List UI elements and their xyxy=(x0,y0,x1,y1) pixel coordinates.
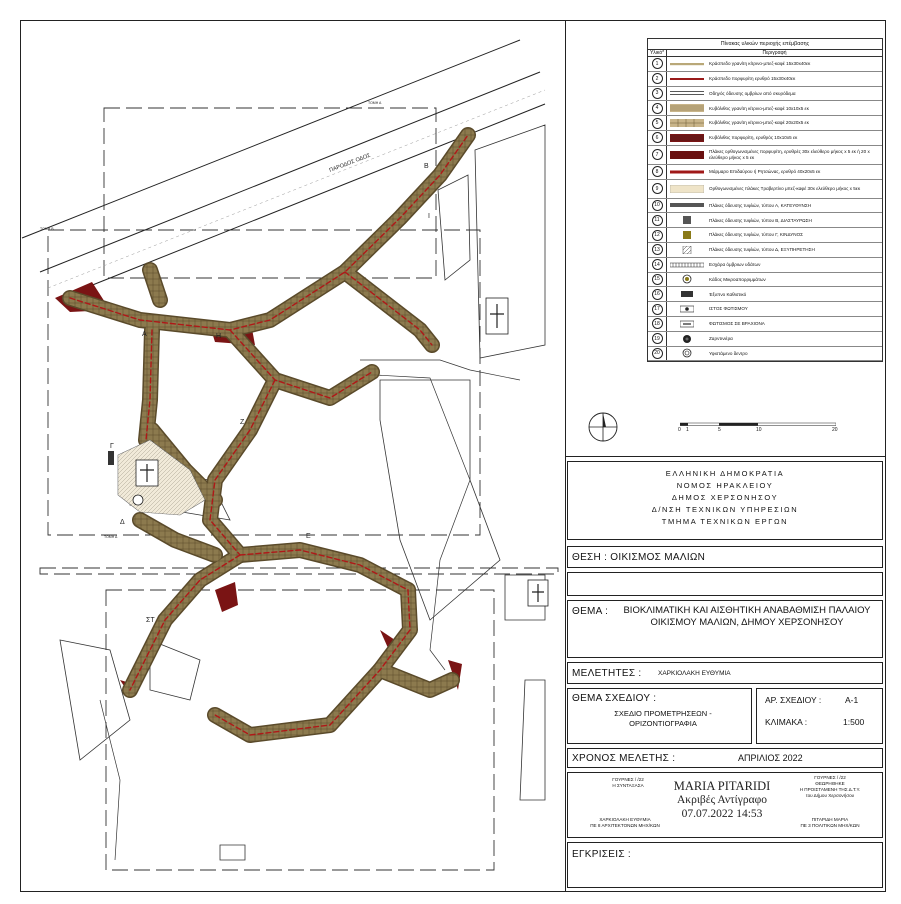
legend-number-circle: 12 xyxy=(652,230,663,241)
paved-streets xyxy=(70,135,468,735)
legend-number xyxy=(648,347,667,361)
tree-icon xyxy=(667,347,707,361)
sig-right-role2: Η ΠΡΟΙΣΤΑΜΕΝΗ ΤΗΣ Δ.Τ.Υ. xyxy=(799,787,861,792)
blank-box xyxy=(567,572,883,596)
legend-number xyxy=(648,302,667,316)
point-label-st: ΣΤ xyxy=(146,617,155,624)
legend-row xyxy=(648,199,882,214)
square-gray-icon xyxy=(667,213,707,227)
study-date-label: ΧΡΟΝΟΣ ΜΕΛΕΤΗΣ : xyxy=(572,753,676,764)
drawing-number-box xyxy=(756,688,883,744)
authority-heading xyxy=(567,461,883,540)
legend-row xyxy=(648,116,882,131)
legend-number xyxy=(648,213,667,227)
legend-description: Κυβόλιθος γρανίτη κίτρινο-μπεζ-καφέ 20x20x5 εκ xyxy=(709,120,809,126)
study-date-value: ΑΠΡΙΛΙΟΣ 2022 xyxy=(738,753,803,763)
arm-light-icon xyxy=(667,317,707,331)
legend-row xyxy=(648,243,882,258)
study-date-box xyxy=(567,748,883,768)
divider xyxy=(565,456,886,457)
point-label-e: Ε xyxy=(306,533,311,540)
legend-col-material: Υλικό* xyxy=(648,50,667,56)
scale-tick-5: 5 xyxy=(718,427,721,433)
square-olive-icon xyxy=(667,228,707,242)
drawing-subject-text: ΣΧΕΔΙΟ ΠΡΟΜΕΤΡΗΣΕΩΝ - ΟΡΙΖΟΝΤΙΟΓΡΑΦΙΑ xyxy=(614,709,712,728)
church-plaza xyxy=(108,440,205,515)
legend-description: Πλάκες όδευσης τυφλών, τύπου Β, ΔΙΑΣΤΑΥΡΩΣΗ xyxy=(709,217,812,223)
legend-description: Ορθογωνισμένες πλάκες Τραβερτίνο μπεζ-καφέ 30x ελεύθερο μήκος x 5εκ xyxy=(709,185,861,191)
legend-number xyxy=(648,72,667,86)
legend-description: Κυβόλιθος πορφυρίτη, ερυθρός 10x10x5 εκ xyxy=(709,135,798,141)
legend-number xyxy=(648,317,667,331)
approvals-label: ΕΓΚΡΙΣΕΙΣ : xyxy=(572,849,631,860)
legend-row xyxy=(648,347,882,362)
street-name-label: ΠΑΡΟΔΟΣ ΟΔΟΣ xyxy=(328,152,372,174)
legend-number-circle: 18 xyxy=(652,318,663,329)
cross-symbols xyxy=(486,298,548,606)
legend-number xyxy=(648,243,667,257)
scale-tick-20: 20 xyxy=(832,427,838,433)
legend-number xyxy=(648,87,667,101)
scale-tick-0: 0 xyxy=(678,427,681,433)
hatch-tan-large-icon xyxy=(667,116,707,130)
sig-right-date: ΓΟΥΡΝΕΣ / /22 xyxy=(814,775,846,780)
location-box xyxy=(567,546,883,568)
legend-description: Κάδος Μικροαπορριμμάτων xyxy=(709,276,766,282)
legend-description: Πλάκες όδευσης τυφλών, τύπου Α, ΚΑΤΕΥΘΥΝΣΗ xyxy=(709,202,812,208)
legend-number-circle: 3 xyxy=(652,88,663,99)
legend-number xyxy=(648,180,667,198)
designers-box xyxy=(567,662,883,684)
legend-col-description: Περιγραφή xyxy=(762,50,787,56)
planter-icon xyxy=(667,332,707,346)
legend-description: Ζαρντινιέρα xyxy=(709,335,733,341)
materials-legend xyxy=(647,38,883,362)
location-text: ΘΕΣΗ : ΟΙΚΙΣΜΟΣ ΜΑΛΙΩΝ xyxy=(572,552,706,563)
hatch-tan-icon xyxy=(667,101,707,115)
scale-tick-1: 1 xyxy=(686,427,689,433)
legend-number xyxy=(648,165,667,179)
main-road xyxy=(22,40,545,298)
legend-description: Οδηγός όδευσης ομβρίων από σκυρόδεμα xyxy=(709,90,796,96)
legend-number xyxy=(648,258,667,272)
scale-value: 1:500 xyxy=(843,717,865,727)
heading-line-3: ΔΗΜΟΣ ΧΕΡΣΟΝΗΣΟΥ xyxy=(671,493,779,502)
legend-row xyxy=(648,131,882,146)
bench-icon xyxy=(667,287,707,301)
legend-number xyxy=(648,199,667,213)
subject-box xyxy=(567,600,883,658)
legend-number-circle: 20 xyxy=(652,348,663,359)
legend-description: Εσχάρα όμβριων υδάτων xyxy=(709,261,761,267)
legend-number-circle: 2 xyxy=(652,73,663,84)
legend-number xyxy=(648,273,667,287)
legend-title: Πίνακας υλικών περιοχής επέμβασης xyxy=(648,39,882,50)
legend-number-circle: 16 xyxy=(652,289,663,300)
legend-number xyxy=(648,57,667,71)
legend-number xyxy=(648,228,667,242)
legend-description: Κυβόλιθος γρανίτη κίτρινο-μπεζ-καφέ 10x10x5 εκ xyxy=(709,105,809,111)
legend-number-circle: 7 xyxy=(652,149,663,160)
legend-number-circle: 10 xyxy=(652,200,663,211)
sig-left-title: ΠΕ 8 ΑΡΧΙΤΕΚΤΟΝΩΝ ΜΗΧ/ΚΩΝ xyxy=(590,823,660,828)
drawing-number-label: ΑΡ. ΣΧΕΔΙΟΥ : xyxy=(765,695,822,705)
legend-row xyxy=(648,287,882,302)
drawing-subject-box xyxy=(567,688,752,744)
legend-number-circle: 1 xyxy=(652,58,663,69)
line-thick-red-icon xyxy=(667,165,707,179)
line-tan-icon xyxy=(667,57,707,71)
sig-right-title: ΠΕ 3 ΠΟΛΙΤΙΚΩΝ ΜΗΧ/ΚΩΝ xyxy=(800,823,860,828)
point-label-i: Ι xyxy=(428,213,430,220)
hatch-red-icon xyxy=(667,131,707,145)
approvals-box xyxy=(567,842,883,888)
legend-number xyxy=(648,131,667,145)
north-arrow-icon xyxy=(586,410,620,444)
legend-number xyxy=(648,101,667,115)
digital-signature-stamp xyxy=(657,779,787,821)
point-label-b: Β xyxy=(424,163,429,170)
legend-row xyxy=(648,101,882,116)
legend-row xyxy=(648,273,882,288)
scale-ticks xyxy=(676,427,844,435)
pole-icon xyxy=(667,302,707,316)
legend-header xyxy=(648,50,882,57)
legend-description: Έξυπνο Καθιστικό xyxy=(709,291,747,297)
legend-row xyxy=(648,258,882,273)
line-red-icon xyxy=(667,72,707,86)
designers-label: ΜΕΛΕΤΗΤΕΣ : xyxy=(572,668,642,679)
stamp-datetime: 07.07.2022 14:53 xyxy=(681,808,763,820)
legend-description: Πλάκες ορθογωνισμένες πορφυρίτη, ερυθρές 30x ελεύθερο μήκος x 5 εκ ή 20 x ελεύθερο μήκος x 5 εκ xyxy=(709,149,870,160)
site-plan-map xyxy=(20,20,565,892)
legend-row xyxy=(648,165,882,180)
sig-left-name: ΧΑΡΚΙΟΛΑΚΗ ΕΥΘΥΜΙΑ xyxy=(599,817,651,822)
legend-number xyxy=(648,332,667,346)
point-label-z: Ζ xyxy=(240,419,245,426)
legend-row xyxy=(648,228,882,243)
fill-darkred-icon xyxy=(667,146,707,164)
stamp-text: Ακριβές Αντίγραφο xyxy=(676,794,767,806)
legend-description: Πλάκες όδευσης τυφλών, τύπου Δ, ΕΞΥΠΗΡΕΤΗΣΗ xyxy=(709,247,815,253)
section-label-b: ΤΟΜΗ Β xyxy=(40,227,54,231)
designers-name: ΧΑΡΚΙΟΛΑΚΗ ΕΥΘΥΜΙΑ xyxy=(658,670,731,677)
legend-row xyxy=(648,72,882,87)
legend-number-circle: 13 xyxy=(652,244,663,255)
subject-label: ΘΕΜΑ : xyxy=(572,606,609,617)
bar-gray-icon xyxy=(667,199,707,213)
drawing-number-value: Α-1 xyxy=(845,695,859,705)
legend-number-circle: 6 xyxy=(652,132,663,143)
legend-row xyxy=(648,146,882,165)
scale-tick-10: 10 xyxy=(756,427,762,433)
section-label-d: ΤΟΜΗ Δ xyxy=(104,535,118,539)
legend-number-circle: 8 xyxy=(652,166,663,177)
sig-left-date: ΓΟΥΡΝΕΣ / /22 xyxy=(612,777,644,782)
legend-number-circle: 5 xyxy=(652,118,663,129)
sig-right-name: ΠΙΤΑΡΙΔΗ ΜΑΡΙΑ xyxy=(811,817,849,822)
heading-line-1: ΕΛΛΗΝΙΚΗ ΔΗΜΟΚΡΑΤΙΑ xyxy=(665,469,785,478)
legend-number-circle: 4 xyxy=(652,103,663,114)
legend-row xyxy=(648,87,882,102)
point-label-a: Α xyxy=(142,331,147,338)
legend-number xyxy=(648,146,667,164)
grate-icon xyxy=(667,258,707,272)
legend-row xyxy=(648,332,882,347)
point-label-h: Η xyxy=(216,333,222,340)
square-hatch-icon xyxy=(667,243,707,257)
section-label-a: ΤΟΜΗ Α xyxy=(368,101,382,105)
sig-left-role: Η ΣΥΝΤΑΞΑΣΑ xyxy=(612,783,644,788)
bin-icon xyxy=(667,273,707,287)
subject-text: ΒΙΟΚΛΙΜΑΤΙΚΗ ΚΑΙ ΑΙΣΘΗΤΙΚΗ ΑΝΑΒΑΘΜΙΣΗ ΠΑΛΑΙΟΥ ΟΙΚΙΣΜΟΥ ΜΑΛΙΩΝ, ΔΗΜΟΥ ΧΕΡΣΟΝΗΣΟΥ xyxy=(623,605,871,628)
legend-row xyxy=(648,57,882,72)
legend-number-circle: 19 xyxy=(652,333,663,344)
legend-row xyxy=(648,180,882,199)
legend-description: Κράσπεδο πορφυρίτη ερυθρό 15x30x40εκ xyxy=(709,75,796,81)
legend-description: ΙΣΤΟΣ ΦΩΤΙΣΜΟΥ xyxy=(709,306,748,312)
legend-number xyxy=(648,116,667,130)
legend-number-circle: 17 xyxy=(652,304,663,315)
sig-right-role1: ΘΕΩΡΗΘΗΚΕ xyxy=(815,781,845,786)
legend-row xyxy=(648,317,882,332)
legend-number-circle: 9 xyxy=(652,183,663,194)
legend-description: Κράσπεδο γρανίτη κίτρινο-μπεζ-καφέ 15x30x40εκ xyxy=(709,61,811,67)
stamp-name: MARIA PITARIDI xyxy=(673,779,771,793)
heading-line-5: ΤΜΗΜΑ ΤΕΧΝΙΚΩΝ ΕΡΓΩΝ xyxy=(661,517,789,526)
line-double-icon xyxy=(667,87,707,101)
legend-number-circle: 15 xyxy=(652,274,663,285)
point-label-d: Δ xyxy=(120,519,125,526)
legend-number xyxy=(648,287,667,301)
drawing-subject-label: ΘΕΜΑ ΣΧΕΔΙΟΥ : xyxy=(572,693,657,704)
legend-description: ΦΩΤΙΣΜΟΣ ΣΕ ΒΡΑΧΙΟΝΑ xyxy=(709,321,765,327)
scale-label: ΚΛΙΜΑΚΑ : xyxy=(765,717,808,727)
legend-number-circle: 14 xyxy=(652,259,663,270)
legend-description: Υφιστάμενο δεντρο xyxy=(709,350,748,356)
legend-description: Πλάκες όδευσης τυφλών, τύπου Γ, ΚΙΝΔΥΝΟΣ xyxy=(709,232,803,238)
point-label-g: Γ xyxy=(110,443,114,450)
fill-cream-icon xyxy=(667,180,707,198)
legend-description: Μάρμαρο Επιδαύρου ή Ρητσώνας, ερυθρό 40x20x5 εκ xyxy=(709,168,821,174)
legend-row xyxy=(648,213,882,228)
sig-right-role3: του Δήμου Χερσονήσου xyxy=(805,793,855,798)
legend-row xyxy=(648,302,882,317)
legend-number-circle: 11 xyxy=(652,215,663,226)
heading-line-2: ΝΟΜΟΣ ΗΡΑΚΛΕΙΟΥ xyxy=(676,481,774,490)
heading-line-4: Δ/ΝΣΗ ΤΕΧΝΙΚΩΝ ΥΠΗΡΕΣΙΩΝ xyxy=(651,505,799,514)
